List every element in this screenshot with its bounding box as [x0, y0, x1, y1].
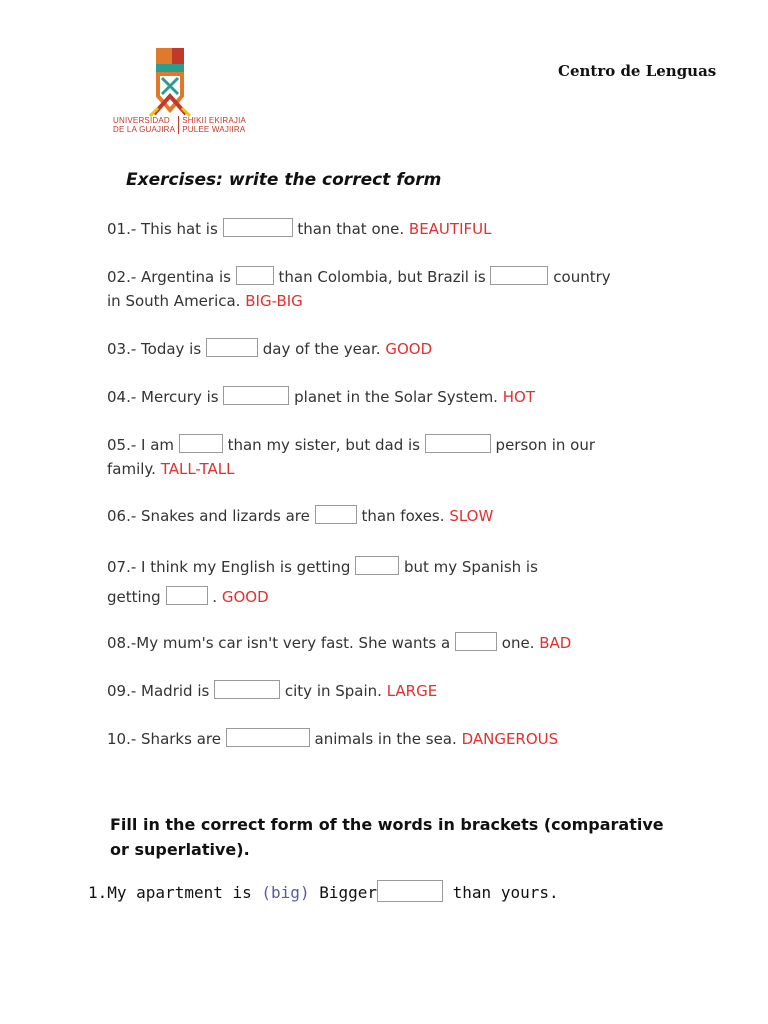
answer-input-9[interactable] — [214, 680, 280, 699]
answer-input-7b[interactable] — [166, 586, 208, 605]
answer-input-10[interactable] — [226, 728, 310, 747]
answer-hint-3: GOOD — [385, 340, 433, 358]
answer-hint-10: DANGEROUS — [461, 730, 559, 748]
answer-hint-6: SLOW — [449, 507, 494, 525]
answer-input-2b[interactable] — [490, 266, 548, 285]
answer-hint-1: BEAUTIFUL — [408, 220, 492, 238]
question-2: 02.- Argentina is than Colombia, but Brazil is country in South America. BIG-BIG — [107, 268, 611, 310]
answer-input-4[interactable] — [223, 386, 289, 405]
answer-input-7a[interactable] — [355, 556, 399, 575]
answer-hint-2: BIG-BIG — [245, 292, 303, 310]
answer-hint-9: LARGE — [386, 682, 438, 700]
answer-input-8[interactable] — [455, 632, 497, 651]
section-2-instruction: Fill in the correct form of the words in brackets (comparative or superlative). — [110, 815, 664, 859]
question-1: 01.- This hat is than that one. BEAUTIFUL — [107, 220, 492, 238]
answer-hint-8: BAD — [539, 634, 572, 652]
question-5: 05.- I am than my sister, but dad is person in our family. TALL-TALL — [107, 436, 596, 478]
answer-input-2a[interactable] — [236, 266, 274, 285]
answer-hint-5: TALL-TALL — [160, 460, 235, 478]
institution-name: Centro de Lenguas — [558, 62, 717, 80]
question-8: 08.-My mum's car isn't very fast. She wants a one. BAD — [107, 634, 572, 652]
question-7: 07.- I think my English is getting but my Spanish is getting . GOOD — [107, 558, 538, 606]
filled-answer: Bigger — [319, 883, 378, 902]
exercises-title: Exercises: write the correct form — [126, 170, 442, 190]
logo-caption: UNIVERSIDAD DE LA GUAJIRASHIKII EKIRAJIA PULEE WAJIIRA — [113, 116, 247, 134]
answer-input-3[interactable] — [206, 338, 258, 357]
answer-hint-7: GOOD — [221, 588, 269, 606]
question-10: 10.- Sharks are animals in the sea. DANGEROUS — [107, 730, 559, 748]
answer-hint-4: HOT — [502, 388, 535, 406]
answer-input-fill-1[interactable] — [377, 880, 443, 902]
question-3: 03.- Today is day of the year. GOOD — [107, 340, 433, 358]
answer-input-1[interactable] — [223, 218, 293, 237]
question-6: 06.- Snakes and lizards are than foxes. SLOW — [107, 507, 494, 525]
fill-item-1: 1.My apartment is (big) Bigger than yours. — [88, 880, 688, 906]
question-4: 04.- Mercury is planet in the Solar System. HOT — [107, 388, 535, 406]
answer-input-6[interactable] — [315, 505, 357, 524]
question-9: 09.- Madrid is city in Spain. LARGE — [107, 682, 438, 700]
answer-input-5b[interactable] — [425, 434, 491, 453]
item-number: 1. — [88, 883, 108, 902]
answer-input-5a[interactable] — [179, 434, 223, 453]
word-hint: (big) — [261, 883, 310, 902]
